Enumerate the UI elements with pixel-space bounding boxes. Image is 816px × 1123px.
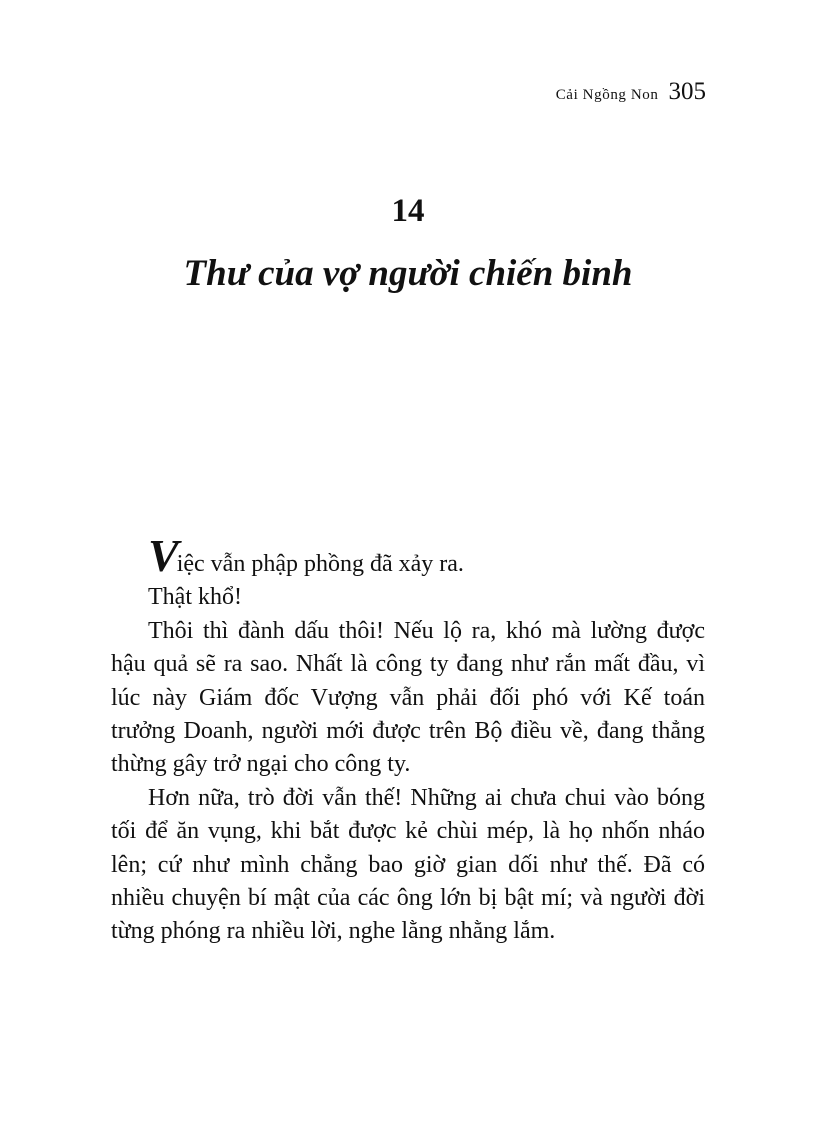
paragraph-1-text: iệc vẫn phập phồng đã xảy ra. [176,551,464,577]
drop-cap: V [148,530,177,581]
paragraph-3: Thôi thì đành dấu thôi! Nếu lộ ra, khó mà lường được hậu quả sẽ ra sao. Nhất là công ty đang như rắn mất đầu, vì lúc này Giám đốc Vượng vẫn phải đối phó với Kế toán trưởng Doanh, người mới được trên Bộ điều về, đang thẳng thừng gây trở ngại cho công ty. [111,617,705,778]
paragraph-4: Hơn nữa, trò đời vẫn thế! Những ai chưa chui vào bóng tối để ăn vụng, khi bắt được kẻ chùi mép, là họ nhốn nháo lên; cứ như mình chẳng bao giờ gian dối như thế. Đã có nhiều chuyện bí mật của các ông lớn bị bật mí; và người đời từng phóng ra nhiều lời, nghe lằng nhằng lắm. [111,784,705,945]
chapter-number: 14 [391,193,425,229]
body-text [111,530,705,949]
page-number: 305 [668,78,706,105]
running-head [556,78,706,106]
paragraph-1 [111,530,705,581]
paragraph-2: Thật khổ! [148,584,242,611]
running-title: Cải Ngồng Non [555,87,659,103]
chapter-title: Thư của vợ người chiến binh [183,253,633,294]
